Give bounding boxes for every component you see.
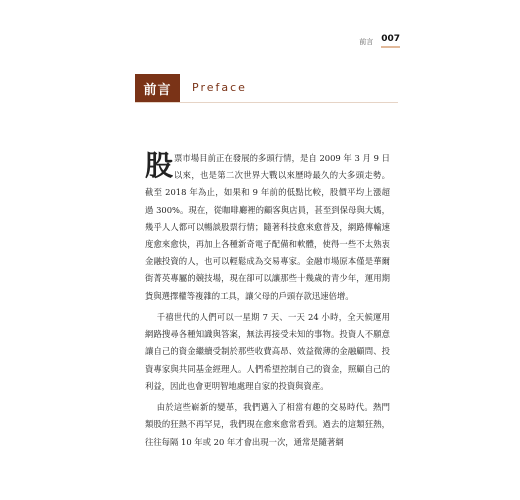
running-head-title: 前言 bbox=[359, 38, 374, 46]
paragraph-2: 千禧世代的人們可以一星期 7 天、一天 24 小時，全天候運用網路搜尋各種知識與答案，無法再接受未知的事物。投資人不願意讓自己的資金繼續受制於那些收費高昂、效益微薄的金融顧問、投資專家與共同基金經理人。人們希望控制自己的資金，照顧自己的利益，因此也會更明智地處理自家的投資與資產。 bbox=[145, 312, 390, 391]
body-text bbox=[145, 150, 390, 455]
chapter-title-rule bbox=[135, 102, 398, 103]
paragraph-1 bbox=[145, 150, 390, 305]
chapter-title-zh: 前言 bbox=[143, 82, 172, 98]
chapter-title-bar bbox=[135, 74, 398, 102]
paragraph-3: 由於這些嶄新的變革，我們邁入了相當有趣的交易時代。熱門類股的狂熱不再罕見，我們現在愈來愈常看到。過去的這類狂熱，往往每隔 10 年或 20 年才會出現一次，通常是隨著網 bbox=[145, 402, 390, 447]
page-number: 007 bbox=[381, 34, 400, 44]
drop-cap: 股 bbox=[145, 149, 174, 182]
chapter-title-zh-box bbox=[135, 74, 180, 102]
paragraph-1-text: 票市場目前正在發展的多頭行情，是自 2009 年 3 月 9 日以來，也是第二次世界大戰以來歷時最久的大多頭走勢。截至 2018 年為止，如果和 9 年前的低點比較，股價平均上漲超過 300%。現在，從咖啡廳裡的顧客與店員，甚至到保母與大媽，幾乎人人都可以暢談股票行情；隨著科技愈來愈普及，網路傳輸速度愈來愈快，再加上各種新奇電子配備和軟體，使得一些不太熟衷金融投資的人，也可以輕鬆成為交易專家。金融市場原本僅是華爾街菁英專屬的競技場，現在卻可以讓那些十幾歲的青少年，運用期貨與選擇權等複雜的工具，讓父母的戶頭存款迅速倍增。 bbox=[145, 153, 390, 301]
chapter-title-en: Preface bbox=[192, 81, 247, 94]
running-head bbox=[330, 34, 400, 48]
